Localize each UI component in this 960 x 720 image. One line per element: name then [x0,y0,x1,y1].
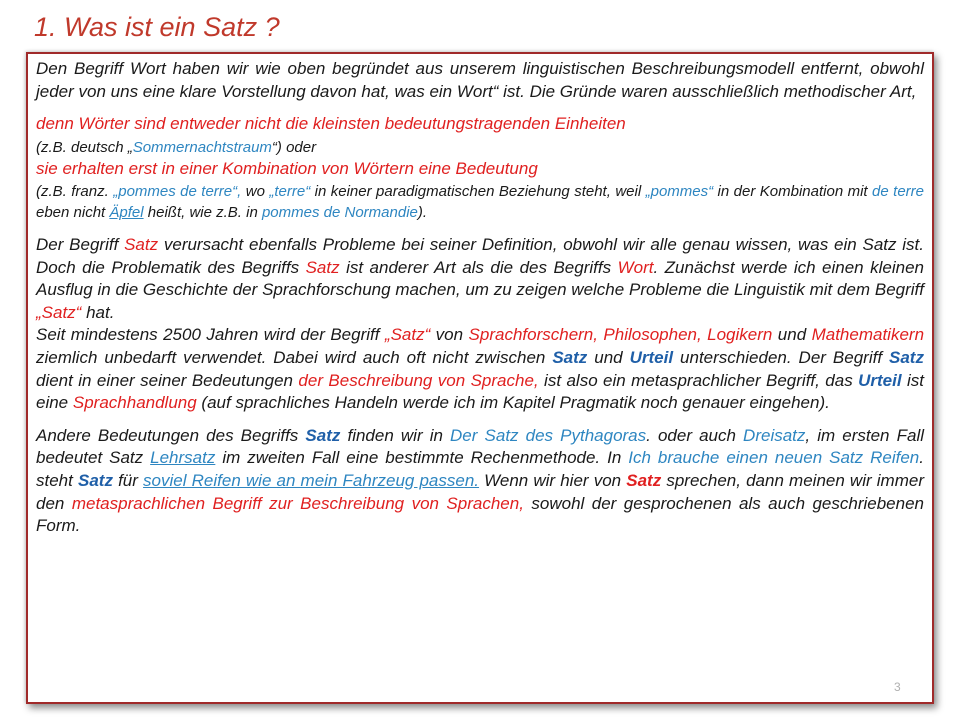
term-satz: Satz [305,257,340,277]
reason-1-text: denn Wörter sind entweder nicht die kleinsten bedeutungstragenden Einheiten [36,114,626,134]
term-satz-bold: Satz [889,347,924,367]
paragraph-intro: Den Begriff Wort haben wir wie oben begründet aus unserem linguistischen Beschreibungsmodell entfernt, obwohl jeder von uns eine klare Vorstellung davon hat, was ein Wort“ ist. Die Gründe waren ausschließlich methodischer Art, [36,59,924,101]
text-span: Andere Bedeutungen des Begriffs [36,425,306,445]
text-span: in keiner paradigmatischen Beziehung steht, weil [310,182,646,200]
link-lehrsatz[interactable]: Lehrsatz [150,448,216,468]
text-span: ). [417,204,428,222]
term-satz-quoted: „Satz“ [36,302,82,322]
text-span: . Zunächst werde ich einen kleinen Ausflug in die Geschichte der Sprachforschung machen, um zu zeigen welche Probleme die Linguistik mit dem Begriff [36,257,924,300]
text-span: unterschieden. Der Begriff [673,347,890,367]
term-mathematikern: Mathematikern [811,325,925,345]
paragraph-other-meanings [36,425,924,538]
term-satz-quoted: „Satz“ [384,325,431,345]
example-1 [36,139,316,156]
text-span: dient in einer seiner Bedeutungen [36,370,299,390]
text-span: ist also ein metasprachlicher Begriff, das [538,370,859,390]
text-span: verursacht ebenfalls Probleme bei seiner Definition, obwohl wir alle genau wissen, was ein Satz ist. Doch die Problematik des Begriffs [36,234,924,277]
term-pommes-de-terre: „pommes de terre“, [113,182,242,200]
example-1-suffix: “) oder [271,138,317,156]
term-satz-red-bold: Satz [626,470,662,490]
link-soviel-reifen[interactable]: soviel Reifen wie an mein Fahrzeug passen. [143,470,480,490]
term-satz-bold: Satz [305,425,341,445]
text-span: ist anderer Art als die des Begriffs [339,257,618,277]
text-span: Seit mindestens 2500 Jahren wird der Begriff [36,325,385,345]
term-terre: „terre“ [269,182,311,200]
paragraph-history [36,324,924,414]
text-span: sowohl der gesprochenen als auch geschriebenen Form. [36,493,925,536]
term-pommes: „pommes“ [645,182,714,200]
term-urteil-bold: Urteil [629,347,674,367]
text-span: und [772,325,812,345]
link-aepfel[interactable]: Äpfel [109,204,144,222]
term-dreisatz: Dreisatz [743,425,806,445]
text-span: im zweiten Fall eine bestimmte Rechenmethode. In [215,448,629,468]
text-span: wo [241,182,270,200]
reason-2-text: sie erhalten erst in einer Kombination von Wörtern eine Bedeutung [36,159,538,179]
term-wort: Wort [617,257,654,277]
paragraph-reasons [36,113,924,181]
text-span: Der Begriff [36,234,125,254]
term-satz-reifen: Ich brauche einen neuen Satz Reifen [628,448,920,468]
slide-title: 1. Was ist ein Satz ? [34,12,280,42]
text-span: finden wir in [340,425,451,445]
example-1-word: Sommernachtstraum [132,138,272,156]
paragraph-example-french [36,181,924,224]
text-span: für [112,470,144,490]
text-span: , im ersten Fall bedeutet Satz [36,425,924,468]
term-satz-bold: Satz [77,470,113,490]
term-satz-des-pythagoras: Der Satz des Pythagoras [450,425,647,445]
slide-body [36,58,924,538]
text-span: Wenn wir hier von [479,470,627,490]
text-span: ziemlich unbedarft verwendet. Dabei wird auch oft nicht zwischen [36,347,553,367]
text-span: sprechen, dann meinen wir immer den [36,470,924,513]
text-span: . oder auch [646,425,744,445]
term-pommes-de-normandie: pommes de Normandie [261,204,418,222]
text-span: heißt, wie z.B. in [143,204,262,222]
text-span: und [587,347,630,367]
paragraph-satz-problem [36,234,924,324]
text-span: (z.B. franz. [36,182,114,200]
text-span: von [430,325,469,345]
text-span: ist eine [36,370,924,413]
term-satz: Satz [124,234,159,254]
term-satz-bold: Satz [552,347,588,367]
term-de-terre: de terre [872,182,925,200]
term-urteil-bold: Urteil [858,370,902,390]
term-sprachhandlung: Sprachhandlung [72,393,197,413]
text-span: in der Kombination mit [713,182,873,200]
term-sprachforschern: Sprachforschern, Philosophen, Logikern [468,325,773,345]
example-1-prefix: (z.B. deutsch „ [36,138,133,156]
page-number: 3 [894,680,901,694]
text-span: eben nicht [36,204,110,222]
term-beschreibung-von-sprache: der Beschreibung von Sprache, [298,370,539,390]
term-metasprachlicher-begriff: metasprachlichen Begriff zur Beschreibung von Sprachen, [71,493,524,513]
text-span: . steht [36,448,924,490]
text-span: (auf sprachliches Handeln werde ich im Kapitel Pragmatik noch genauer eingehen). [196,393,830,413]
text-span: hat. [81,302,115,322]
